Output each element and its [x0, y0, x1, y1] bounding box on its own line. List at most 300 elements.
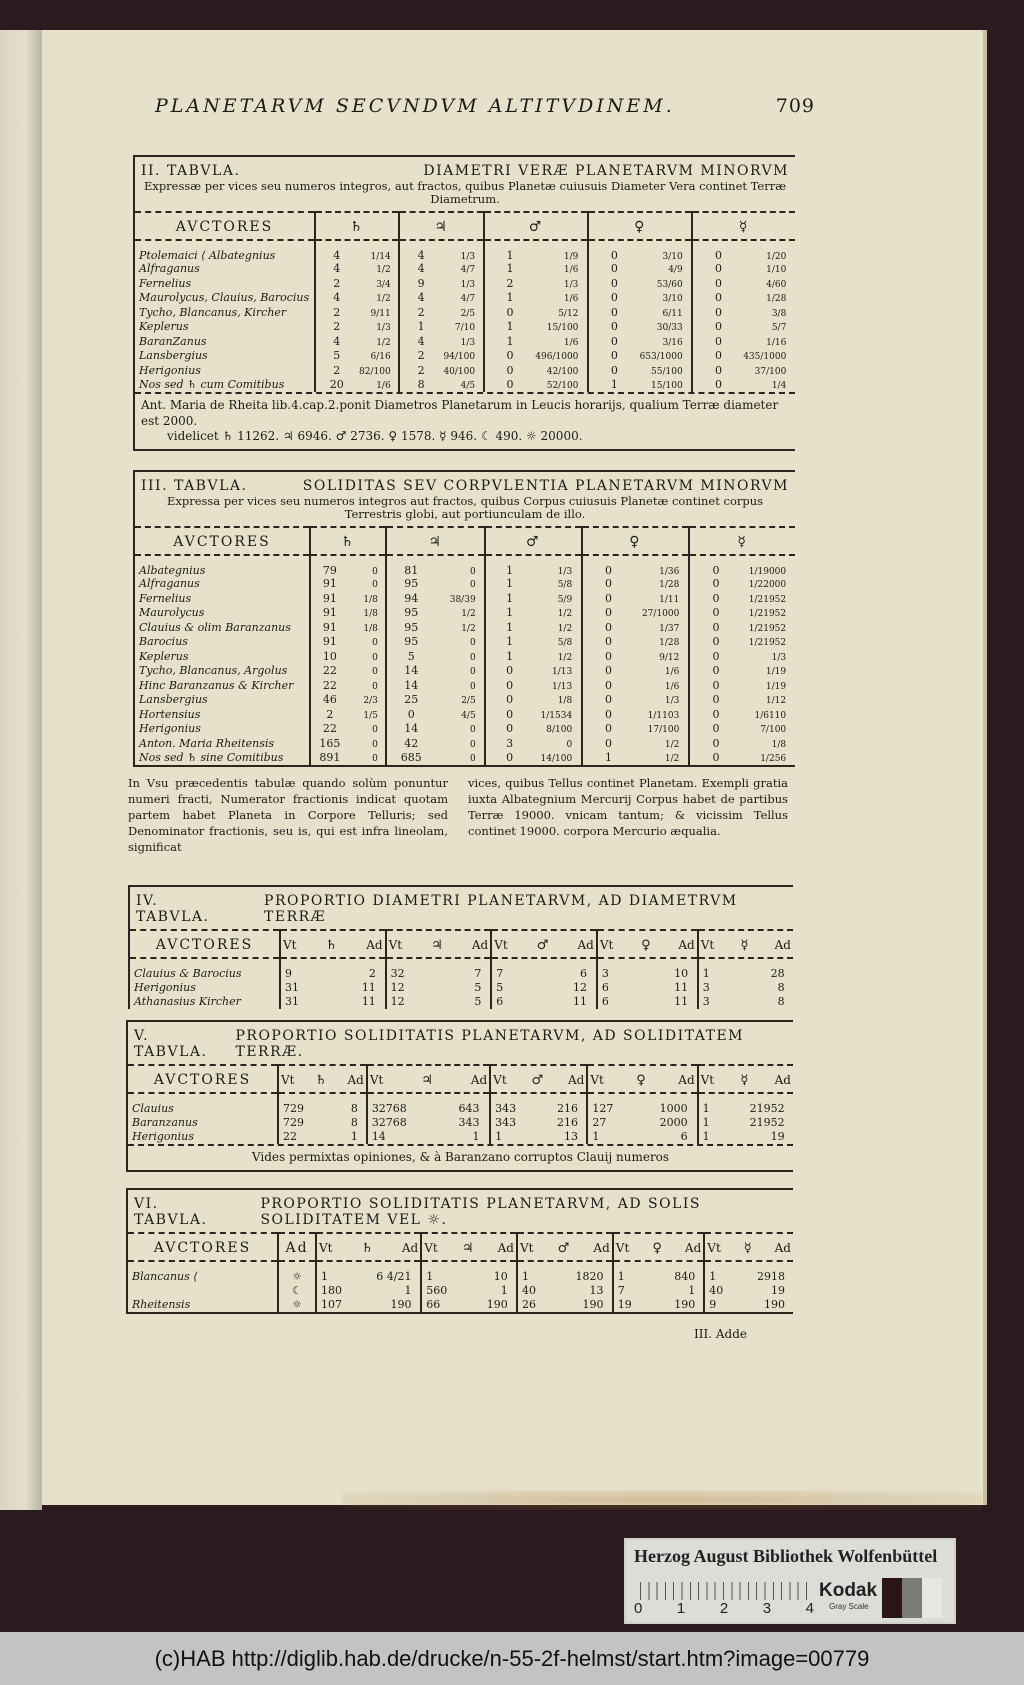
mar-value-cell: 1 5/8	[485, 635, 581, 650]
header-venus: ♀	[582, 527, 690, 555]
table-3-label: III. TABVLA.	[141, 478, 248, 494]
table-5-title: PROPORTIO SOLIDITATIS PLANETARVM, AD SOLIDITATEM TERRÆ.	[235, 1028, 744, 1061]
ven-value-cell: 0 27/1000	[582, 606, 690, 621]
sat-value-cell: 2 82/100	[315, 363, 399, 378]
running-head	[155, 95, 815, 117]
mer-value-cell: 3 8	[698, 995, 793, 1010]
table-4-title: PROPORTIO DIAMETRI PLANETARVM, AD DIAMETRVM TERRÆ	[264, 893, 738, 926]
mar-value-cell: 5 12	[491, 980, 597, 995]
mar-value-cell: 0 8/100	[485, 722, 581, 737]
mer-value-cell: 1 28	[698, 958, 793, 980]
sat-value-cell: 2 9/11	[315, 305, 399, 320]
reference-body-cell: ☾	[278, 1283, 316, 1298]
author-cell: Maurolycus	[139, 606, 205, 620]
ven-value-cell: 0 6/11	[588, 305, 692, 320]
author-cell: Keplerus	[139, 649, 189, 663]
header-jupiter: ♃	[386, 527, 485, 555]
mar-value-cell: 0 52/100	[484, 378, 588, 393]
author-cell	[128, 1283, 278, 1298]
page-stain	[342, 1490, 982, 1510]
mar-value-cell: 3 0	[485, 736, 581, 751]
mar-value-cell: 0 1/8	[485, 693, 581, 708]
table-3-grid	[135, 526, 795, 766]
sat-value-cell: 91 0	[310, 577, 386, 592]
sat-value-cell: 4 1/2	[315, 262, 399, 277]
table-5-label: V. TABVLA.	[134, 1028, 208, 1061]
table-row	[130, 980, 793, 995]
gray-scale-label: Gray Scale	[829, 1602, 869, 1611]
author-cell: Herigonius	[134, 980, 196, 994]
author-cell: Athanasius Kircher	[134, 995, 241, 1009]
table-row	[135, 678, 795, 693]
author-cell: Tycho, Blancanus, Argolus	[139, 664, 288, 678]
author-cell: Lansbergius	[139, 693, 208, 707]
ven-value-cell: 27 2000	[587, 1115, 697, 1130]
library-color-bar	[624, 1538, 956, 1624]
header-venus: Vt ♀ Ad	[587, 1065, 697, 1093]
mar-value-cell: 343 216	[490, 1093, 587, 1115]
header-mercury: ☿	[689, 527, 795, 555]
mar-value-cell: 1 1/9	[484, 240, 588, 262]
author-cell: Nos sed ♄ cum Comitibus	[139, 378, 285, 392]
ruler-numbers	[634, 1600, 814, 1617]
ven-value-cell: 0 30/33	[588, 320, 692, 335]
jup-value-cell: 14 0	[386, 722, 485, 737]
mer-value-cell: 0 1/20	[692, 240, 795, 262]
author-cell: Maurolycus, Clauius, Barocius	[139, 291, 310, 305]
jup-value-cell: 4 4/7	[399, 262, 483, 277]
mar-value-cell: 0 496/1000	[484, 349, 588, 364]
header-jupiter: Vt ♃ Ad	[367, 1065, 490, 1093]
mar-value-cell: 0 1/13	[485, 664, 581, 679]
jup-value-cell: 95 1/2	[386, 620, 485, 635]
sat-value-cell: 91 0	[310, 635, 386, 650]
jup-value-cell: 560 1	[421, 1283, 517, 1298]
mar-value-cell: 1 1/2	[485, 620, 581, 635]
author-cell: Herigonius	[139, 363, 201, 377]
mar-value-cell: 2 1/3	[484, 276, 588, 291]
author-cell: Albategnius	[139, 563, 206, 577]
running-head-title: PLANETARVM SECVNDVM ALTITVDINEM.	[155, 95, 675, 117]
header-mercury: Vt ☿ Ad	[704, 1233, 793, 1261]
sat-value-cell: 891 0	[310, 751, 386, 766]
table-6-grid	[128, 1232, 793, 1312]
ven-value-cell: 0 1/28	[582, 577, 690, 592]
sat-value-cell: 22 0	[310, 678, 386, 693]
ven-value-cell: 19 190	[613, 1298, 705, 1313]
facing-page-edge	[0, 30, 42, 1510]
gray-swatch	[902, 1578, 922, 1618]
sat-value-cell: 22 0	[310, 664, 386, 679]
author-cell: Lansbergius	[139, 349, 208, 363]
gray-swatches	[882, 1578, 942, 1618]
table-2-label: II. TABVLA.	[141, 163, 241, 179]
table-5-grid	[128, 1064, 793, 1144]
author-cell: Clauius	[132, 1102, 174, 1116]
paragraph-right: vices, quibus Tellus continet Planetam. Exempli gratia iuxta Albategnium Mercurij Corpus habet de partibus Terræ 19000. vnicam tantum; & vicissim Tellus continet 19000. corpora Mercurio æqualia.	[468, 776, 788, 839]
sat-value-cell: 2 1/3	[315, 320, 399, 335]
jup-value-cell: 9 1/3	[399, 276, 483, 291]
reference-body-cell: ☼	[278, 1298, 316, 1313]
mar-value-cell: 1 13	[490, 1130, 587, 1145]
header-ad: Ad	[278, 1233, 316, 1261]
ven-value-cell: 1 840	[613, 1261, 705, 1283]
mar-value-cell: 1 1/2	[485, 606, 581, 621]
table-6	[126, 1188, 793, 1314]
header-auctores: AVCTORES	[128, 1233, 278, 1261]
author-cell: Alfraganus	[139, 577, 200, 591]
gray-swatch	[882, 1578, 902, 1618]
table-row	[128, 1283, 793, 1298]
ruler-number: 1	[676, 1600, 686, 1617]
sat-value-cell: 22 1	[278, 1130, 367, 1145]
jup-value-cell: 95 1/2	[386, 606, 485, 621]
ven-value-cell: 1 15/100	[588, 378, 692, 393]
ven-value-cell: 0 1/6	[582, 664, 690, 679]
sat-value-cell: 9 2	[280, 958, 386, 980]
mer-value-cell: 1 21952	[698, 1115, 793, 1130]
author-cell: Clauius & Barocius	[134, 967, 242, 981]
ven-value-cell: 1 6	[587, 1130, 697, 1145]
header-mercury: Vt ☿ Ad	[698, 1065, 793, 1093]
jup-value-cell: 4 1/3	[399, 334, 483, 349]
mer-value-cell: 0 1/12	[689, 693, 795, 708]
page-number: 709	[775, 95, 815, 117]
mer-value-cell: 0 1/16	[692, 334, 795, 349]
mer-value-cell: 0 1/3	[689, 649, 795, 664]
sat-value-cell: 31 11	[280, 980, 386, 995]
table-row	[135, 291, 795, 306]
sat-value-cell: 5 6/16	[315, 349, 399, 364]
sat-value-cell: 2 3/4	[315, 276, 399, 291]
mar-value-cell: 0 42/100	[484, 363, 588, 378]
table-4-grid	[130, 929, 793, 1009]
ruler-number: 0	[634, 1600, 643, 1617]
copyright-footer: (c)HAB http://diglib.hab.de/drucke/n-55-2f-helmst/start.htm?image=00779	[0, 1632, 1024, 1685]
sat-value-cell: 91 1/8	[310, 620, 386, 635]
mer-value-cell: 0 1/21952	[689, 606, 795, 621]
mar-value-cell: 6 11	[491, 995, 597, 1010]
mer-value-cell: 0 1/21952	[689, 620, 795, 635]
table-2-title: DIAMETRI VERÆ PLANETARVM MINORVM	[423, 163, 789, 179]
table-row	[135, 751, 795, 766]
table-6-label: VI. TABVLA.	[134, 1196, 208, 1229]
table-row	[135, 693, 795, 708]
author-cell: Blancanus ⟨	[132, 1270, 198, 1284]
sat-value-cell: 729 8	[278, 1115, 367, 1130]
mer-value-cell: 0 1/8	[689, 736, 795, 751]
mar-value-cell: 343 216	[490, 1115, 587, 1130]
mer-value-cell: 0 1/19	[689, 664, 795, 679]
jup-value-cell: 14 1	[367, 1130, 490, 1145]
author-cell: Anton. Maria Rheitensis	[139, 736, 275, 750]
table-6-title: PROPORTIO SOLIDITATIS PLANETARVM, AD SOLIS SOLIDITATEM VEL ☼.	[260, 1196, 701, 1229]
sat-value-cell: 4 1/2	[315, 334, 399, 349]
ven-value-cell: 0 3/10	[588, 240, 692, 262]
jup-value-cell: 4 4/7	[399, 291, 483, 306]
author-cell: Tycho, Blancanus, Kircher	[139, 305, 287, 319]
jup-value-cell: 94 38/39	[386, 591, 485, 606]
table-row	[135, 635, 795, 650]
table-row	[135, 320, 795, 335]
table-row	[135, 664, 795, 679]
author-cell: Nos sed ♄ sine Comitibus	[139, 751, 284, 765]
author-cell: Hinc Baranzanus & Kircher	[139, 678, 294, 692]
jup-value-cell: 1 10	[421, 1261, 517, 1283]
header-jupiter: Vt ♃ Ad	[421, 1233, 517, 1261]
mar-value-cell: 1 5/8	[485, 577, 581, 592]
table-2-note	[135, 392, 795, 451]
jup-value-cell: 81 0	[386, 555, 485, 577]
jup-value-cell: 0 4/5	[386, 707, 485, 722]
mer-value-cell: 0 1/4	[692, 378, 795, 393]
header-auctores: AVCTORES	[135, 212, 315, 240]
mer-value-cell: 1 2918	[704, 1261, 793, 1283]
table-row	[128, 1298, 793, 1313]
mar-value-cell: 1 1/6	[484, 334, 588, 349]
table-3-title: SOLIDITAS SEV CORPVLENTIA PLANETARVM MINORVM	[302, 478, 789, 494]
header-auctores: AVCTORES	[128, 1065, 278, 1093]
jup-value-cell: 685 0	[386, 751, 485, 766]
ven-value-cell: 0 1/2	[582, 736, 690, 751]
mer-value-cell: 0 4/60	[692, 276, 795, 291]
ven-value-cell: 0 1/28	[582, 635, 690, 650]
header-mars: Vt ♂ Ad	[490, 1065, 587, 1093]
ven-value-cell: 0 1/37	[582, 620, 690, 635]
header-mercury: Vt ☿ Ad	[698, 930, 793, 958]
mer-value-cell: 0 37/100	[692, 363, 795, 378]
header-saturn: ♄	[310, 527, 386, 555]
table-row	[128, 1093, 793, 1115]
jup-value-cell: 32768 343	[367, 1115, 490, 1130]
jup-value-cell: 2 94/100	[399, 349, 483, 364]
header-auctores: AVCTORES	[130, 930, 280, 958]
header-venus: Vt ♀ Ad	[613, 1233, 705, 1261]
jup-value-cell: 1 7/10	[399, 320, 483, 335]
ven-value-cell: 3 10	[597, 958, 698, 980]
author-cell: Fernelius	[139, 276, 192, 290]
sat-value-cell: 91 1/8	[310, 591, 386, 606]
header-saturn: Vt ♄ Ad	[278, 1065, 367, 1093]
sat-value-cell: 22 0	[310, 722, 386, 737]
sat-value-cell: 180 1	[316, 1283, 421, 1298]
mer-value-cell: 0 7/100	[689, 722, 795, 737]
sat-value-cell: 4 1/2	[315, 291, 399, 306]
mer-value-cell: 0 1/21952	[689, 635, 795, 650]
mer-value-cell: 0 5/7	[692, 320, 795, 335]
header-auctores: AVCTORES	[135, 527, 310, 555]
mar-value-cell: 0 1/13	[485, 678, 581, 693]
header-saturn: ♄	[315, 212, 399, 240]
mer-value-cell: 40 19	[704, 1283, 793, 1298]
header-mars: ♂	[484, 212, 588, 240]
mar-value-cell: 1 1/6	[484, 262, 588, 277]
author-cell: Hortensius	[139, 707, 201, 721]
header-venus: Vt ♀ Ad	[597, 930, 698, 958]
table-4-label: IV. TABVLA.	[136, 893, 210, 926]
table-2-subtitle: Expressæ per vices seu numeros integros, aut fractos, quibus Planetæ cuiusuis Diameter Vera continet Terræ Diametrum.	[143, 179, 787, 207]
table-row	[130, 958, 793, 980]
mer-value-cell: 0 1/6110	[689, 707, 795, 722]
header-saturn: Vt ♄ Ad	[280, 930, 386, 958]
author-cell: Keplerus	[139, 320, 189, 334]
ven-value-cell: 0 1/3	[582, 693, 690, 708]
sat-value-cell: 46 2/3	[310, 693, 386, 708]
sat-value-cell: 729 8	[278, 1093, 367, 1115]
mar-value-cell: 1 1820	[517, 1261, 613, 1283]
author-cell: BaranZanus	[139, 334, 207, 348]
table-row	[135, 649, 795, 664]
sat-value-cell: 91 1/8	[310, 606, 386, 621]
table-row	[128, 1115, 793, 1130]
table-row	[135, 305, 795, 320]
note-line-1: Ant. Maria de Rheita lib.4.cap.2.ponit Diametros Planetarum in Leucis horarijs, qualium Terræ diameter est 2000.	[141, 398, 779, 428]
header-jupiter: ♃	[399, 212, 483, 240]
jup-value-cell: 32 7	[386, 958, 492, 980]
ven-value-cell: 0 55/100	[588, 363, 692, 378]
mar-value-cell: 0 14/100	[485, 751, 581, 766]
table-row	[135, 276, 795, 291]
jup-value-cell: 95 0	[386, 635, 485, 650]
gray-swatch	[922, 1578, 942, 1618]
table-row	[135, 363, 795, 378]
kodak-logo: Kodak	[819, 1580, 878, 1601]
table-row	[130, 995, 793, 1010]
mer-value-cell: 0 1/28	[692, 291, 795, 306]
table-2	[133, 155, 795, 451]
ven-value-cell: 0 4/9	[588, 262, 692, 277]
ven-value-cell: 0 17/100	[582, 722, 690, 737]
sat-value-cell: 31 11	[280, 995, 386, 1010]
paragraph-left: In Vsu præcedentis tabulæ quando solùm ponuntur numeri fracti, Numerator fractionis indicat quotam partem habet Planeta in Corpore Telluris; sed Denominator fractionis, seu is, qui est infra lineolam, significat	[128, 776, 448, 855]
header-jupiter: Vt ♃ Ad	[386, 930, 492, 958]
mer-value-cell: 0 3/8	[692, 305, 795, 320]
table-row	[135, 722, 795, 737]
header-saturn: Vt ♄ Ad	[316, 1233, 421, 1261]
jup-value-cell: 66 190	[421, 1298, 517, 1313]
mer-value-cell: 1 21952	[698, 1093, 793, 1115]
author-cell: Fernelius	[139, 591, 192, 605]
jup-value-cell: 12 5	[386, 980, 492, 995]
library-name: Herzog August Bibliothek Wolfenbüttel	[634, 1546, 938, 1566]
author-cell: Alfraganus	[139, 262, 200, 276]
header-mars: ♂	[485, 527, 581, 555]
jup-value-cell: 2 2/5	[399, 305, 483, 320]
table-row	[135, 378, 795, 393]
mar-value-cell: 40 13	[517, 1283, 613, 1298]
ven-value-cell: 127 1000	[587, 1093, 697, 1115]
table-row	[135, 620, 795, 635]
mer-value-cell: 0 1/19000	[689, 555, 795, 577]
mer-value-cell: 9 190	[704, 1298, 793, 1313]
table-3	[133, 470, 795, 767]
table-5-note: Vides permixtas opiniones, & à Baranzano corruptos Clauij numeros	[128, 1144, 793, 1172]
table-row	[128, 1261, 793, 1283]
sat-value-cell: 20 1/6	[315, 378, 399, 393]
mar-value-cell: 26 190	[517, 1298, 613, 1313]
mar-value-cell: 1 1/6	[484, 291, 588, 306]
ven-value-cell: 0 1/6	[582, 678, 690, 693]
header-mars: Vt ♂ Ad	[517, 1233, 613, 1261]
mer-value-cell: 0 1/21952	[689, 591, 795, 606]
jup-value-cell: 25 2/5	[386, 693, 485, 708]
table-row	[135, 240, 795, 262]
jup-value-cell: 14 0	[386, 678, 485, 693]
author-cell: Ptolemaici ⟨ Albategnius	[139, 248, 276, 262]
ven-value-cell: 7 1	[613, 1283, 705, 1298]
sat-value-cell: 4 1/14	[315, 240, 399, 262]
table-row	[135, 606, 795, 621]
header-mercury: ☿	[692, 212, 795, 240]
mar-value-cell: 1 1/2	[485, 649, 581, 664]
sat-value-cell: 2 1/5	[310, 707, 386, 722]
ven-value-cell: 0 3/10	[588, 291, 692, 306]
mar-value-cell: 1 5/9	[485, 591, 581, 606]
note-line-2: videlicet ♄ 11262. ♃ 6946. ♂ 2736. ♀ 1578. ☿ 946. ☾ 490. ☼ 20000.	[167, 429, 583, 444]
ruler-number: 3	[762, 1600, 772, 1617]
ruler-scale	[640, 1582, 808, 1600]
mer-value-cell: 0 1/10	[692, 262, 795, 277]
ven-value-cell: 1 1/2	[582, 751, 690, 766]
mer-value-cell: 1 19	[698, 1130, 793, 1145]
author-cell: Baranzanus	[132, 1115, 198, 1129]
ven-value-cell: 0 9/12	[582, 649, 690, 664]
sat-value-cell: 1 6 4/21	[316, 1261, 421, 1283]
mer-value-cell: 0 1/256	[689, 751, 795, 766]
header-venus: ♀	[588, 212, 692, 240]
sat-value-cell: 165 0	[310, 736, 386, 751]
mer-value-cell: 3 8	[698, 980, 793, 995]
author-cell: Barocius	[139, 635, 188, 649]
mar-value-cell: 0 5/12	[484, 305, 588, 320]
jup-value-cell: 4 1/3	[399, 240, 483, 262]
jup-value-cell: 14 0	[386, 664, 485, 679]
jup-value-cell: 32768 643	[367, 1093, 490, 1115]
mer-value-cell: 0 1/19	[689, 678, 795, 693]
ven-value-cell: 0 1/36	[582, 555, 690, 577]
author-cell: Herigonius	[139, 722, 201, 736]
sat-value-cell: 107 190	[316, 1298, 421, 1313]
jup-value-cell: 12 5	[386, 995, 492, 1010]
ven-value-cell: 0 53/60	[588, 276, 692, 291]
ven-value-cell: 6 11	[597, 995, 698, 1010]
ruler-number: 4	[805, 1600, 814, 1617]
author-cell: Clauius & olim Baranzanus	[139, 620, 291, 634]
ven-value-cell: 0 1/11	[582, 591, 690, 606]
sat-value-cell: 10 0	[310, 649, 386, 664]
jup-value-cell: 95 0	[386, 577, 485, 592]
author-cell: Herigonius	[132, 1130, 194, 1144]
table-row	[135, 591, 795, 606]
author-cell: Rheitensis	[132, 1298, 191, 1312]
table-row	[135, 349, 795, 364]
table-5	[126, 1020, 793, 1172]
table-row	[135, 262, 795, 277]
catchword: III. Adde	[694, 1327, 747, 1341]
table-row	[135, 334, 795, 349]
ven-value-cell: 0 1/1103	[582, 707, 690, 722]
reference-body-cell: ☼	[278, 1261, 316, 1283]
table-row	[128, 1130, 793, 1145]
header-mars: Vt ♂ Ad	[491, 930, 597, 958]
table-row	[135, 736, 795, 751]
table-row	[135, 555, 795, 577]
ven-value-cell: 0 653/1000	[588, 349, 692, 364]
mar-value-cell: 0 1/1534	[485, 707, 581, 722]
table-2-grid	[135, 211, 795, 393]
ven-value-cell: 0 3/16	[588, 334, 692, 349]
jup-value-cell: 8 4/5	[399, 378, 483, 393]
